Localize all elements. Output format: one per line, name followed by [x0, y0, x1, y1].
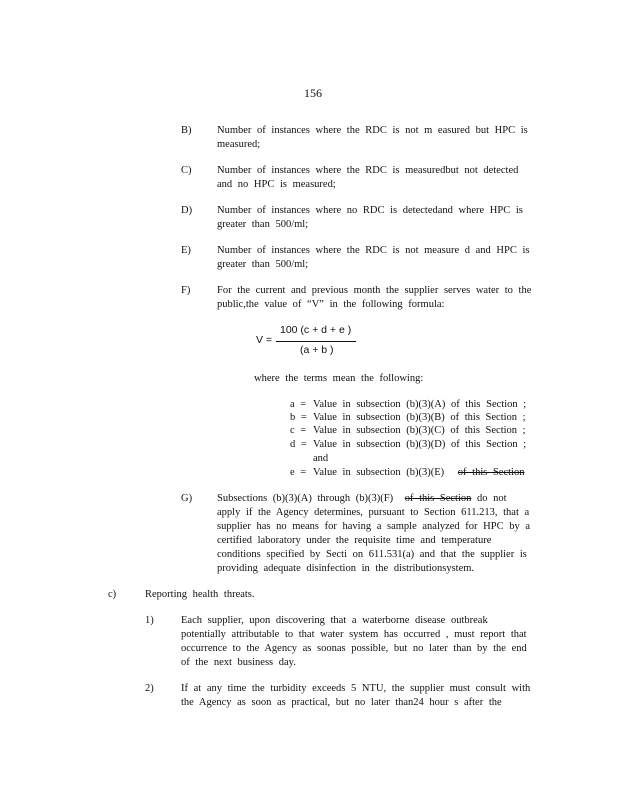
item-g-line: conditions specified by Secti on 611.531(a) and that the supplier is	[217, 549, 527, 560]
item-g-line: providing adequate disinfection in the distributionsystem.	[217, 563, 475, 574]
struck-text: of this Section	[457, 467, 525, 478]
item-1-line: of the next business day.	[181, 657, 296, 668]
item-e-line1: Number of instances where the RDC is not measure d and HPC is	[217, 245, 530, 256]
formula-fraction-bar	[276, 341, 356, 342]
item-2-line: If at any time the turbidity exceeds 5 NTU, the supplier must consult with	[181, 683, 531, 694]
item-g-line1-b: do not	[477, 493, 507, 504]
item-label-f: F)	[181, 285, 191, 296]
item-g-line1	[217, 492, 507, 506]
section-c-heading: Reporting health threats.	[145, 589, 255, 600]
terms-intro: where the terms mean the following:	[254, 373, 424, 384]
item-1-label: 1)	[145, 615, 154, 626]
formula-lhs: V =	[256, 334, 273, 346]
item-1-line: occurrence to the Agency as soonas possible, but no later than by the end	[181, 643, 527, 654]
item-label-b: B)	[181, 125, 192, 136]
item-label-d: D)	[181, 205, 193, 216]
term-and: and	[313, 453, 329, 464]
item-2-label: 2)	[145, 683, 154, 694]
term-var: c =	[290, 425, 307, 436]
item-c-line1: Number of instances where the RDC is measuredbut not detected	[217, 165, 519, 176]
item-g-line: certified laboratory under the requisite time and temperature	[217, 535, 492, 546]
term-text	[313, 466, 524, 480]
item-b-line2: measured;	[217, 139, 261, 150]
term-var: e =	[290, 467, 307, 478]
item-label-g: G)	[181, 493, 193, 504]
formula-numerator: 100 (c + d + e )	[280, 324, 352, 336]
item-d-line2: greater than 500/ml;	[217, 219, 309, 230]
term-text: Value in subsection (b)(3)(C) of this Section ;	[313, 425, 526, 436]
term-text: Value in subsection (b)(3)(B) of this Section ;	[313, 412, 526, 423]
item-f-line1: For the current and previous month the supplier serves water to the	[217, 285, 532, 296]
section-c-label: c)	[108, 589, 117, 600]
term-var: b =	[290, 412, 307, 423]
struck-text: of this Section	[404, 493, 472, 504]
item-1-line: potentially attributable to that water system has occurred , must report that	[181, 629, 527, 640]
page-number: 156	[304, 86, 322, 100]
item-g-line: supplier has no means for having a sample analyzed for HPC by a	[217, 521, 531, 532]
formula-denominator: (a + b )	[300, 344, 334, 356]
item-2-line: the Agency as soon as practical, but no later than24 hour s after the	[181, 697, 502, 708]
item-g-line: apply if the Agency determines, pursuant to Section 611.213, that a	[217, 507, 530, 518]
term-var: d =	[290, 439, 307, 450]
term-var: a =	[290, 399, 307, 410]
item-1-line: Each supplier, upon discovering that a waterborne disease outbreak	[181, 615, 488, 626]
item-label-c: C)	[181, 165, 192, 176]
item-e-line2: greater than 500/ml;	[217, 259, 309, 270]
term-text: Value in subsection (b)(3)(D) of this Section ;	[313, 439, 527, 450]
item-f-line2: public,the value of “V” in the following formula:	[217, 299, 445, 310]
item-d-line1: Number of instances where no RDC is detectedand where HPC is	[217, 205, 523, 216]
item-label-e: E)	[181, 245, 191, 256]
term-e-text: Value in subsection (b)(3)(E)	[313, 467, 445, 478]
item-g-line1-a: Subsections (b)(3)(A) through (b)(3)(F)	[217, 493, 394, 504]
item-b-line1: Number of instances where the RDC is not m easured but HPC is	[217, 125, 528, 136]
term-text: Value in subsection (b)(3)(A) of this Section ;	[313, 399, 527, 410]
item-c-line2: and no HPC is measured;	[217, 179, 336, 190]
